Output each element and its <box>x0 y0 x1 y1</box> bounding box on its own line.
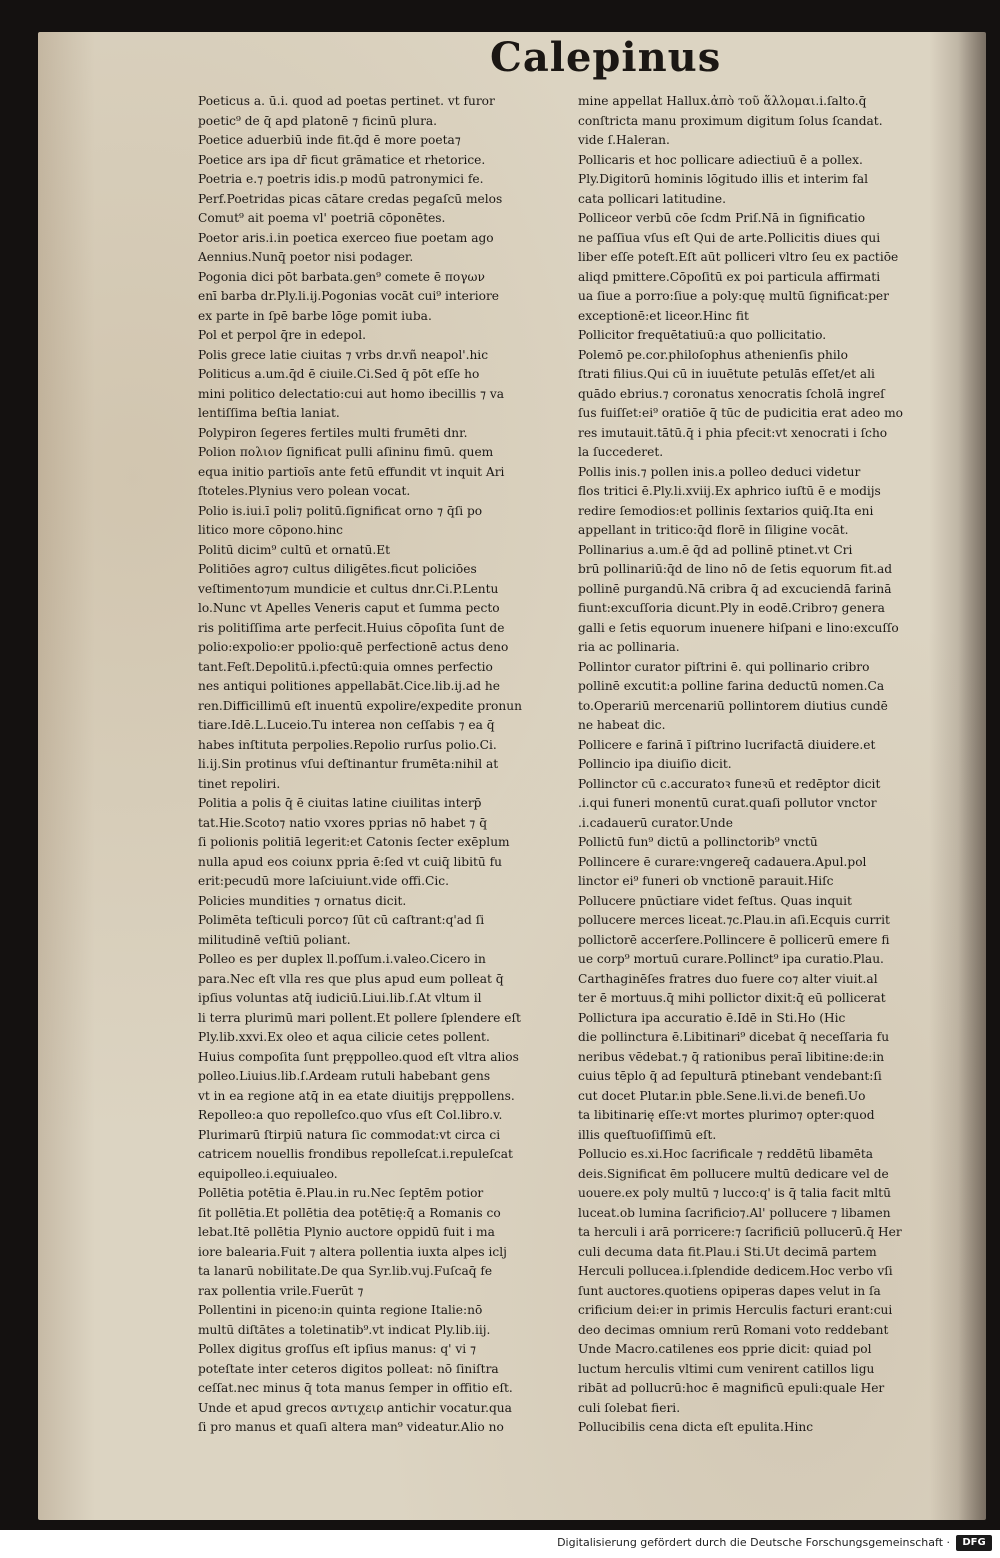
text-line: ſi pro manus et quaſi altera man⁹ videatur.Alio no <box>198 1420 504 1434</box>
text-line: Pollex digitus groſſus eſt ipſius manus: q' vi ⁊ <box>198 1342 477 1356</box>
text-line: Pollucibilis cena dicta eſt epulita.Hinc <box>578 1420 814 1434</box>
text-line: conſtricta manu proximum digitum ſolus ſcandat. <box>578 113 883 128</box>
text-line: Pollicitor frequētatiuū:a quo pollicitatio. <box>578 328 827 342</box>
text-line: aliqd pmittere.Cōpoſitū ex poi particula affirmati <box>578 269 881 284</box>
text-line: Politicus a.um.q̄d ē ciuile.Ci.Sed q̄ pōt eſſe ho <box>198 367 480 381</box>
text-line: mine appellat Hallux.ἀπὸ τοῦ ἅλλομαι.i.ſalto.q̄ <box>578 94 867 108</box>
text-line: crificium dei:er in primis Herculis facturi erant:cui <box>578 1303 893 1317</box>
text-line: Pollis inis.⁊ pollen inis.a polleo deduci videtur <box>578 464 861 479</box>
text-line: Pollincere ē curare:vngereq̄ cadauera.Apul.pol <box>578 854 867 869</box>
text-line: vide ſ.Haleran. <box>578 133 670 147</box>
text-line: Huius compoſita ſunt pręppolleo.quod eſt vltra alios <box>198 1049 519 1064</box>
text-line: Herculi pollucea.i.ſplendide dedicem.Hoc verbo vſi <box>578 1264 893 1278</box>
text-line: nes antiqui politiones appellabāt.Cice.lib.ij.ad he <box>198 679 500 693</box>
text-line: Ply.lib.xxvi.Ex oleo et aqua cilicie cetes pollent. <box>198 1030 490 1044</box>
text-line: deo decimas omnium rerū Romani voto reddebant <box>578 1322 889 1337</box>
text-line: multū diſtātes a toletinatib⁹.vt indicat Ply.lib.iij. <box>198 1322 491 1337</box>
text-line: Pollentini in piceno:in quinta regione Italie:nō <box>198 1303 483 1317</box>
text-line: culi decuma data fit.Plau.i Sti.Ut decimā partem <box>578 1244 877 1259</box>
text-line: ta lanarū nobilitate.De qua Syr.lib.vuj.Fuſcaq̄ fe <box>198 1264 493 1278</box>
text-line: flos tritici ē.Ply.li.xviij.Ex aphrico iuſtū ē e modijs <box>578 484 881 498</box>
text-line: Poetice ars ipa dr̄ ficut grāmatice et rhetorice. <box>198 152 486 167</box>
text-line: ua ſiue a porro:ſiue a poly:quę multū ſignificat:per <box>578 289 889 303</box>
text-line: equipolleo.i.equiualeo. <box>198 1166 338 1181</box>
text-line: Carthaginēſes fratres duo fuere co⁊ alter viuit.al <box>578 971 878 986</box>
text-line: Politiōes agro⁊ cultus diligētes.ficut policiōes <box>198 562 477 576</box>
text-line: quādo ebrius.⁊ coronatus xenocratis ſcholā ingreſ <box>578 386 885 401</box>
text-line: Pollicere e farinā ī piſtrino lucrifactā diuidere.et <box>578 737 876 752</box>
text-line: erit:pecudū more laſciuiunt.vide offi.Cic. <box>198 874 449 888</box>
text-line: la ſuccederet. <box>578 445 664 459</box>
text-line: Polleo es per duplex ll.poſſum.i.valeo.Cicero in <box>198 952 486 966</box>
text-line: Pollictū fun⁹ dictū a pollinctorib⁹ vnctū <box>578 835 818 849</box>
text-line: Poetor aris.i.in poetica exerceo fiue poetam ago <box>198 230 494 245</box>
text-line: Polypiron ſegeres fertiles multi frumēti dnr. <box>198 425 468 440</box>
text-line: ſunt auctores.quotiens opiperas dapes velut in ſa <box>578 1283 881 1298</box>
text-line: ſus fuiſſet:ei⁹ oratiōe q̄ tūc de pudicitia erat adeo mo <box>578 406 903 420</box>
text-line: res imutauit.tātū.q̄ i phia pfecit:vt xenocrati i ſcho <box>578 425 888 440</box>
text-line: luceat.ob lumina ſacrificio⁊.Al' pollucere ⁊ libamen <box>578 1205 891 1220</box>
text-line: ne paſſiua vſus eſt Qui de arte.Pollicitis diues qui <box>578 230 881 245</box>
text-line: Polion πολιον ſignificat pulli aſininu fimū. quem <box>198 445 494 459</box>
text-line: Politū dicim⁹ cultū et ornatū.Et <box>198 542 391 557</box>
text-line: Ply.Digitorū hominis lōgitudo illis et interim fal <box>578 172 868 186</box>
text-line: cata pollicari latitudine. <box>578 191 726 206</box>
text-line: .i.cadauerū curator.Unde <box>578 815 733 830</box>
text-line: vt in ea regione atq̄ in ea etate diuitijs pręppollens. <box>198 1088 515 1103</box>
text-line: ta herculi i arā porricere:⁊ ſacrificiū pollucerū.q̄ Her <box>578 1225 902 1239</box>
text-line: poetic⁹ de q̄ apd platonē ⁊ ficinū plura. <box>198 113 438 128</box>
text-line: ſi polionis politiā legerit:et Catonis ſecter exēplum <box>198 835 510 849</box>
text-line: Perf.Poetridas picas cātare credas pegaſcū melos <box>198 191 503 206</box>
text-line: die pollinctura ē.Libitinari⁹ dicebat q̄ neceſſaria fu <box>578 1030 890 1044</box>
text-line: uouere.ex poly multū ⁊ lucco:q' is q̄ talia facit mltū <box>578 1186 891 1200</box>
text-line: Polimēta teſticuli porco⁊ ſūt cū caſtrant:q'ad ſi <box>198 913 485 927</box>
text-line: ue corp⁹ mortuū curare.Pollinct⁹ ipa curatio.Plau. <box>578 952 884 966</box>
text-line: pollinē purgandū.Nā cribra q̄ ad excuciendā farinā <box>578 581 892 596</box>
text-line: exceptionē:et liceor.Hinc fit <box>578 308 749 323</box>
text-column-right <box>578 92 958 1434</box>
text-line: Pollucio es.xi.Hoc ſacrificale ⁊ reddētū libamēta <box>578 1147 874 1161</box>
text-line: Pollictura ipa accuratio ē.Idē in Sti.Ho (Hic <box>578 1010 846 1025</box>
text-line: Aennius.Nunq̄ poetor nisi podager. <box>198 250 414 264</box>
text-line: lebat.Itē pollētia Plynio auctore oppidū fuit i ma <box>198 1225 495 1239</box>
text-line: liber eſſe poteſt.Eſt aūt polliceri vltro ſeu ex pactiōe <box>578 250 899 264</box>
text-line: .i.qui funeri monentū curat.quaſi pollutor vnctor <box>578 796 877 810</box>
text-line: tat.Hie.Scoto⁊ natio vxores pprias nō habet ⁊ q̄ <box>198 815 488 830</box>
text-line: tant.Feſt.Depolitū.i.pfectū:quia omnes perfectio <box>198 659 493 674</box>
text-line: habes inſtituta perpolies.Repolio rurſus polio.Ci. <box>198 737 497 752</box>
text-line: Comut⁹ ait poema vl' poetriā cōponētes. <box>198 211 446 225</box>
text-line: li terra plurimū mari pollent.Et pollere ſplendere eſt <box>198 1010 521 1025</box>
text-line: ren.Difficillimū eſt inuentū expolire/expedite pronun <box>198 698 522 713</box>
text-line: polleo.Liuius.lib.ſ.Ardeam rutuli habebant gens <box>198 1069 491 1083</box>
text-line: ipſius voluntas atq̄ iudiciū.Liui.lib.ſ.At vltum il <box>198 991 482 1005</box>
text-line: Plurimarū ſtirpiū natura ſic commodat:vt circa ci <box>198 1127 501 1142</box>
text-line: catricem nouellis frondibus repolleſcat.i.repuleſcat <box>198 1147 513 1161</box>
text-line: nulla apud eos coiunx ppria ē:ſed vt cuiq̄ libitū fu <box>198 854 502 869</box>
text-line: ceſſat.nec minus q̄ tota manus ſemper in offitio eſt. <box>198 1381 513 1395</box>
text-line: Unde Macro.catilenes eos pprie dicit: quiad pol <box>578 1342 872 1356</box>
text-line: mini politico delectatio:cui aut homo ibecillis ⁊ va <box>198 386 505 401</box>
text-line: Pogonia dici pōt barbata.gen⁹ comete ē πογων <box>198 269 485 284</box>
text-line: ta libitinarię eſſe:vt mortes plurimo⁊ opter:quod <box>578 1108 875 1122</box>
text-line: li.ij.Sin protinus vſui deſtinantur frumēta:nihil at <box>198 757 499 771</box>
text-line: luctum herculis vltimi cum venirent catillos ligu <box>578 1361 875 1376</box>
text-line: galli e ſetis equorum inuenere hiſpani e lino:excuſſo <box>578 620 899 635</box>
text-line: poteſtate inter ceteros digitos polleat: nō ſiniſtra <box>198 1361 499 1376</box>
text-line: Polliceor verbū cōe ſcdm Priſ.Nā in ſignificatio <box>578 211 866 225</box>
text-line: militudinē veſtiū poliant. <box>198 932 351 947</box>
text-line: Policies mundities ⁊ ornatus dicit. <box>198 893 407 908</box>
text-line: Pollincio ipa diuiſio dicit. <box>578 757 732 771</box>
text-line: lo.Nunc vt Apelles Veneris caput et ſumma pecto <box>198 601 500 615</box>
text-line: culi ſolebat fieri. <box>578 1400 681 1415</box>
text-line: Polis grece latie ciuitas ⁊ vrbs dr.vñ neapol'.hic <box>198 347 489 362</box>
text-line: rax pollentia vrile.Fuerūt ⁊ <box>198 1283 364 1298</box>
text-line: tiare.Idē.L.Luceio.Tu interea non ceſſabis ⁊ ea q̄ <box>198 718 495 732</box>
text-line: Pollētia potētia ē.Plau.in ru.Nec ſeptēm potior <box>198 1186 484 1200</box>
text-line: illis queſtuoſiſſimū eſt. <box>578 1127 717 1142</box>
text-line: ex parte in ſpē barbe lōge pomit iuba. <box>198 308 432 323</box>
text-line: polio:expolio:er ppolio:quē perfectionē actus deno <box>198 640 509 654</box>
text-line: tinet repoliri. <box>198 776 281 791</box>
text-line: Poetice aduerbiū inde fit.q̄d ē more poeta⁊ <box>198 133 461 147</box>
text-line: ria ac pollinaria. <box>578 640 680 654</box>
text-line: ris politiſſima arte perfecit.Huius cōpoſita ſunt de <box>198 620 505 635</box>
text-line: Pollinctor cū c.accuratoꝛ funeꝛū et redēptor dicit <box>578 776 881 791</box>
text-line: veſtimento⁊um mundicie et cultus dnr.Ci.P.Lentu <box>198 581 499 596</box>
text-line: Polemō pe.cor.philoſophus athenienſis philo <box>578 347 848 362</box>
text-line: ſit pollētia.Et pollētia dea potētię:q̄ a Romanis co <box>198 1205 501 1220</box>
text-line: pollucere merces liceat.⁊c.Plau.in aſi.Ecquis currit <box>578 913 890 927</box>
page-edge-shadow <box>958 32 986 1520</box>
dfg-logo: DFG <box>956 1535 992 1551</box>
text-line: ſtrati filius.Qui cū in iuuētute petulās eſſet/et ali <box>578 367 875 381</box>
text-line: litico more cōpono.hinc <box>198 523 344 537</box>
text-line: to.Operariū mercenariū pollintorem diutius cundē <box>578 698 888 713</box>
text-line: ſtoteles.Plynius vero polean vocat. <box>198 484 411 498</box>
text-line: appellant in tritico:q̄d florē in ſiligine vocāt. <box>578 523 849 537</box>
funding-credit: Digitalisierung gefördert durch die Deutsche Forschungsgemeinschaft · <box>557 1536 950 1549</box>
text-line: deis.Significat ēm pollucere multū dedicare vel de <box>578 1166 889 1181</box>
text-line: ribāt ad pollucrū:hoc ē magnificū epuli:quale Her <box>578 1381 885 1395</box>
text-column-left <box>198 92 570 1434</box>
text-line: pollinē excutit:a polline farina deductū nomen.Ca <box>578 679 885 693</box>
text-line: ter ē mortuus.q̄ mihi pollictor dixit:q̄ eū pollicerat <box>578 991 886 1005</box>
text-line: cuius tēplo q̄ ad ſepulturā ptinebant vendebant:ſi <box>578 1069 882 1083</box>
text-line: Unde et apud grecos αντιχειρ antichir vocatur.qua <box>198 1400 512 1415</box>
text-line: ne habeat dic. <box>578 718 666 732</box>
text-line: Pollintor curator piſtrini ē. qui pollinario cribro <box>578 659 870 674</box>
text-line: linctor ei⁹ funeri ob vnctionē parauit.Hiſc <box>578 874 834 888</box>
text-line: brū pollinariū:q̄d de lino nō de ſetis equorum fit.ad <box>578 562 893 576</box>
text-line: Politia a polis q̄ ē ciuitas latine ciuilitas interp̄ <box>198 796 482 810</box>
text-line: equa initio partioīs ante fetū effundit vt inquit Ari <box>198 464 505 479</box>
text-line: Pol et perpol q̄re in edepol. <box>198 328 367 342</box>
text-line: redire ſemodios:et pollinis ſextarios quiq̄.Ita eni <box>578 503 874 518</box>
text-line: fiunt:excuſſoria dicunt.Ply in eodē.Cribro⁊ genera <box>578 601 885 615</box>
text-line: lentiſſima beſtia laniat. <box>198 406 340 420</box>
text-line: Polio is.iui.ī poli⁊ politū.ſignificat orno ⁊ q̄ſi po <box>198 503 483 518</box>
text-line: enī barba dr.Ply.li.ij.Pogonias vocāt cui⁹ interiore <box>198 289 499 303</box>
text-line: iore balearia.Fuit ⁊ altera pollentia iuxta alpes iclj <box>198 1244 507 1259</box>
text-line: neribus vēdebat.⁊ q̄ rationibus peraī libitine:de:in <box>578 1049 885 1064</box>
text-line: para.Nec eſt vlla res que plus apud eum polleat q̄ <box>198 971 504 986</box>
text-line: Pollucere pnūctiare videt feſtus. Quas inquit <box>578 893 852 908</box>
text-line: cut docet Plutar.in pble.Sene.li.vi.de benefi.Uo <box>578 1088 866 1103</box>
text-line: Pollicaris et hoc pollicare adiectiuū ē a pollex. <box>578 152 863 167</box>
text-line: pollictorē accerſere.Pollincere ē pollicerū emere fi <box>578 932 890 947</box>
text-line: Poetria e.⁊ poetris idis.p modū patronymici fe. <box>198 172 484 186</box>
text-line: Repolleo:a quo repolleſco.quo vſus eſt Col.libro.v. <box>198 1108 503 1122</box>
footer-bar <box>0 1530 1000 1558</box>
page-header-title: Calepinus <box>490 34 722 81</box>
text-line: Pollinarius a.um.ē q̄d ad pollinē ptinet.vt Cri <box>578 542 853 557</box>
text-line: Poeticus a. ū.i. quod ad poetas pertinet. vt furor <box>198 94 495 108</box>
